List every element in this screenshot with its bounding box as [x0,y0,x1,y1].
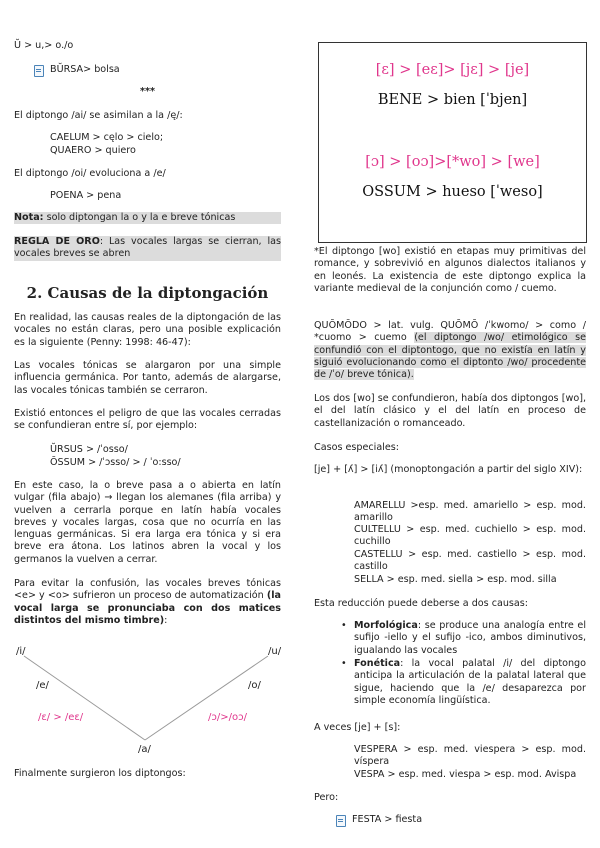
box-example-bene: BENE > bien [ˈbjen] [377,92,528,108]
vowel-u: /u/ [268,646,282,657]
paragraph-caso: En este caso, la o breve pasa a o abierta en latín vulgar (fila abajo) → llegan los alemanes (fila arriba) y vuelven a cerrarla porque en latín había vocales breves y vocales largas, cosa que no ocurría en las lenguas germánicas. Si era larga era tónica y si era breve era átona. Los latinos abren la vocal y los germanos la vuelven a cerrar. [14,480,281,565]
document-icon [336,815,346,827]
example-vespa: VESPA > esp. med. viespa > esp. mod. Avispa [354,769,577,780]
paragraph-je-ll: [je] + [ʎ] > [iʎ] (monoptongación a partir del siglo XIV): [314,464,583,475]
example-poena: POENA > pena [50,190,122,201]
left-edge [24,656,145,740]
example-castellu: CASTELLU > esp. med. castiello > esp. mod. castillo [354,549,586,573]
evolution-line: Ŭ > u,> o./o [14,40,74,51]
fonetica-text: : la vocal palatal /i/ del diptongo anticipa la articulación de la palatal lateral que sigue, haciendo que la /e/ desaparezca por simple economía lingüística. [354,658,586,706]
bullet-dot: • [341,658,347,669]
example-vespera: VESPERA > esp. med. viespera > esp. mod. víspera [354,744,586,768]
diptongo-ai: El diptongo /ai/ se asimilan a la /ę/: [14,110,183,121]
example-bursa: BŬRSA> bolsa [50,64,120,75]
example-ursus: ŬRSUS > /ˈosso/ [50,444,128,455]
bullet-fonetica [341,658,586,707]
example-caelum: CAELUM > cęlo > cielo; [50,132,164,143]
fonetica-label: Fonética [354,658,401,669]
vowel-i: /i/ [16,646,26,657]
box-rule-e: [ɛ] > [eɛ]> [jɛ] > [je] [375,62,530,78]
paragraph-confusion [14,578,281,627]
quomodo-highlight: (el diptongo /wo/ etimológico se confundió con el diptontogo, que no existía en latín y siguió evolucionando como el diptonto /wo/ procedente de /ˈo/ breve tónica). [314,332,586,381]
diptongo-oi: El diptongo /oi/ evoluciona a /e/ [14,168,166,179]
bullet-morfologica [341,620,586,657]
example-cultellu: CULTELLU > esp. med. cuchiello > esp. mod. cuchillo [354,524,586,548]
paragraph-peligro: Existió entonces el peligro de que las vocales cerradas se confundieran entre sí, por ejemplo: [14,408,281,432]
vowel-o: /o/ [248,680,261,691]
box-example-ossum: OSSUM > hueso [ˈweso] [362,184,543,200]
paragraph-je-s: A veces [je] + [s]: [314,722,401,733]
paragraph-reduccion: Esta reducción puede deberse a dos causas: [314,598,529,609]
morfologica-label: Morfológica [354,620,418,631]
regla-label: REGLA DE ORO [14,236,100,247]
quomodo-text: QUŌMŌDO > lat. vulg. QUŌMŌ /ˈkwomo/ > como / *cuomo > cuemo [314,320,586,344]
example-quaero: QUAERO > quiero [50,145,136,156]
document-icon [34,65,44,77]
confusion-colon: : [164,614,168,626]
pero: Pero: [314,792,339,803]
paragraph-causas: En realidad, las causas reales de la diptongación de las vocales no están claras, pero una posible explicación es la siguiente (Penny: 1998: 46-47): [14,312,281,348]
nota-text: solo diptongan la o y la e breve tónicas [43,212,236,223]
vowel-diagram [0,640,285,760]
vowel-e: /e/ [36,680,49,691]
bullet-dot: • [341,620,347,631]
box-rule-o: [ɔ] > [oɔ]>[*wo] > [we] [365,154,540,170]
paragraph-alargaron: Las vocales tónicas se alargaron por una simple influencia germánica. Por tanto, además de alargarse, las vocales tónicas también se cerraron. [14,360,281,396]
confusion-text: Para evitar la confusión, las vocales breves tónicas <e> y <o> sufrieron un proceso de automatización [14,578,281,602]
right-column [314,0,586,848]
example-sella: SELLA > esp. med. siella > esp. mod. silla [354,574,557,585]
regla-de-oro [14,236,281,261]
vowel-open-e: /ɛ/ > /eɛ/ [38,712,84,723]
section-heading: 2. Causas de la diptongación [26,284,269,302]
nota [14,212,281,224]
vowel-open-o: /ɔ/>/oɔ/ [208,712,247,723]
paragraph-dos-wo: Los dos [wo] se confundieron, había dos diptongos [wo], el del latín clásico y el del latín en proceso de castellanización o romanceado. [314,393,586,429]
regla-text: : Las vocales largas se cierran, las vocales breves se abren [14,236,281,260]
vowel-a: /a/ [138,744,151,755]
nota-label: Nota: [14,212,44,223]
confusion-bold: (la vocal larga se pronunciaba con dos matices distintos del mismo timbre) [14,590,281,626]
example-amarellu: AMARELLU >esp. med. amariello > esp. mod. amarillo [354,500,586,524]
paragraph-wo: *El diptongo [wo] existió en etapas muy primitivas del romance, y sobrevivió en algunos dialectos italianos y en leonés. La existencia de este diptongo explica la variante medieval de la conjunción como / cuemo. [314,246,586,294]
paragraph-finalmente: Finalmente surgieron los diptongos: [14,768,186,779]
casos-especiales: Casos especiales: [314,442,400,453]
example-festa: FESTA > fiesta [352,814,423,825]
paragraph-quomodo [314,320,586,381]
example-ossum: ŌSSUM > /ˈɔsso/ > / ˈo:sso/ [50,457,181,468]
morfologica-text: : se produce una analogía entre el sufijo -iello y el sufijo -ico, ambos diminutivos, igualando las vocales [354,620,586,656]
vowel-triangle [0,640,285,760]
separator-stars: *** [139,86,156,97]
right-edge [145,656,268,740]
